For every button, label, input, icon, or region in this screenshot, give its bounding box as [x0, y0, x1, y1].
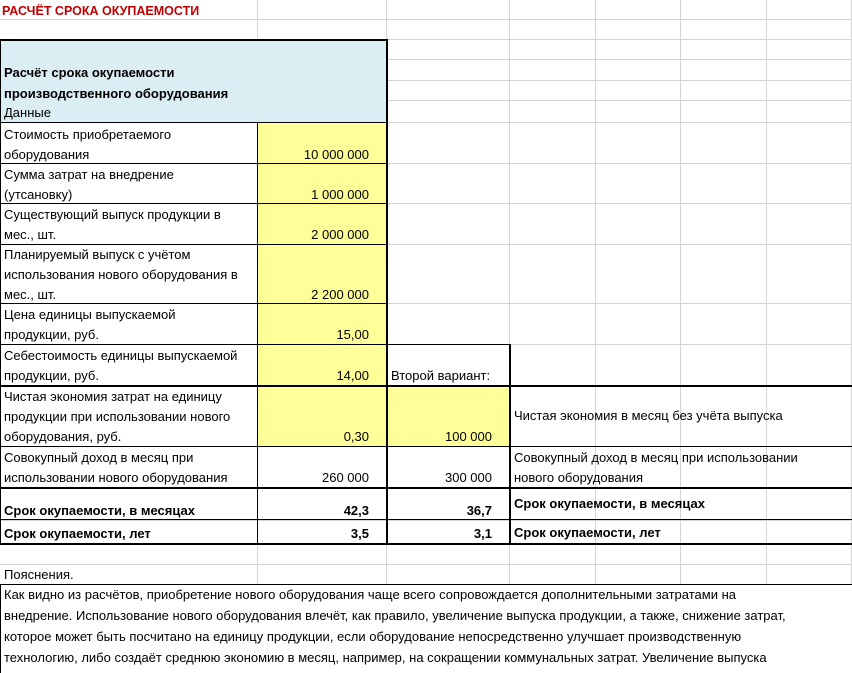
row-value: 14,00 — [336, 368, 369, 383]
row-label: (утсановку) — [4, 187, 73, 202]
row-label: продукции при использовании нового — [4, 409, 231, 424]
income-value-1: 260 000 — [322, 470, 369, 485]
row-label: Себестоимость единицы выпускаемой — [4, 348, 238, 363]
second-variant-value: 100 000 — [445, 429, 492, 444]
row-label: продукции, руб. — [4, 327, 99, 342]
payback-years-desc: Срок окупаемости, лет — [514, 525, 661, 540]
row-label: Цена единицы выпускаемой — [4, 307, 176, 322]
notes-title: Пояснения. — [4, 567, 74, 582]
payback-years-value-2: 3,1 — [473, 526, 492, 541]
payback-months-desc: Срок окупаемости, в месяцах — [514, 496, 705, 511]
row-label: мес., шт. — [4, 287, 57, 302]
row-label: Сумма затрат на внедрение — [4, 167, 174, 182]
income-label: использовании нового оборудования — [4, 470, 228, 485]
row-label: использования нового оборудования в — [4, 267, 238, 282]
second-variant-label: Второй вариант: — [391, 368, 491, 383]
row-value: 0,30 — [343, 429, 369, 444]
payback-years-value-1: 3,5 — [350, 526, 369, 541]
notes-line: которое может быть посчитано на единицу продукции, если оборудование непосредственно улучшает производственную — [4, 629, 742, 644]
payback-months-label: Срок окупаемости, в месяцах — [4, 503, 195, 518]
income-value-2: 300 000 — [445, 470, 492, 485]
row-label: мес., шт. — [4, 227, 57, 242]
row-label: оборудования — [4, 147, 90, 162]
row-label: Стоимость приобретаемого — [4, 127, 172, 142]
row-label: Планируемый выпуск с учётом — [4, 247, 191, 262]
payback-months-value-1: 42,3 — [343, 503, 369, 518]
notes-line: технологию, либо создаёт среднюю экономию в месяц, например, на сокращении коммунальных затрат. Увеличение выпуска — [4, 650, 767, 665]
row-label: продукции, руб. — [4, 368, 99, 383]
notes-line: внедрение. Использование нового оборудования влечёт, как правило, увеличение выпуска продукции, а также, снижение затрат, — [4, 608, 786, 623]
row-value: 2 000 000 — [311, 227, 369, 242]
header-line-2: производственного оборудования — [4, 86, 229, 101]
row-label: оборудования, руб. — [4, 429, 122, 444]
payback-years-label: Срок окупаемости, лет — [4, 526, 151, 541]
sheet-title: РАСЧЁТ СРОКА ОКУПАЕМОСТИ — [2, 4, 200, 18]
income-label: Совокупный доход в месяц при — [4, 450, 194, 465]
row-label: Существующий выпуск продукции в — [4, 207, 221, 222]
row-value: 1 000 000 — [311, 187, 369, 202]
row-value: 15,00 — [336, 327, 369, 342]
data-label: Данные — [4, 105, 51, 120]
row-label: Чистая экономия затрат на единицу — [4, 389, 222, 404]
payback-months-value-2: 36,7 — [466, 503, 492, 518]
notes-line: Как видно из расчётов, приобретение нового оборудования чаще всего сопровождается дополнительными затратами на — [4, 587, 736, 602]
income-desc: нового оборудования — [514, 470, 644, 485]
row-value: 10 000 000 — [303, 147, 369, 162]
header-line-1: Расчёт срока окупаемости — [4, 65, 175, 80]
second-variant-desc: Чистая экономия в месяц без учёта выпуска — [514, 408, 783, 423]
income-desc: Совокупный доход в месяц при использовании — [514, 450, 798, 465]
row-value: 2 200 000 — [311, 287, 369, 302]
